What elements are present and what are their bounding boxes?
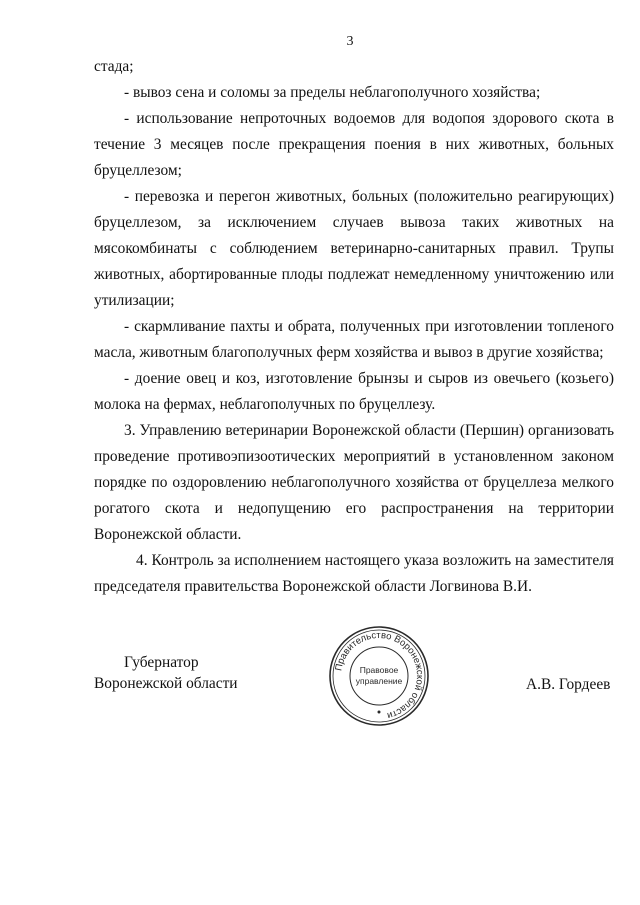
paragraph-item-milking: - доение овец и коз, изготовление брынзы и сыров из овечьего (козьего) молока на фермах, неблагополучных по бруцеллезу.: [94, 370, 614, 413]
stamp-ring-text: Правительство Воронежской области: [333, 629, 426, 722]
stamp-center-line1: Правовое: [359, 665, 399, 675]
signatory-name: А.В. Гордеев: [526, 676, 611, 693]
paragraph-section-4: 4. Контроль за исполнением настоящего указа возложить на заместителя председателя правительства Воронежской области Логвинова В.И.: [94, 552, 614, 595]
signatory-title: [94, 652, 238, 694]
signatory-title-line1: Губернатор: [124, 654, 199, 671]
paragraph-item-water-reservoirs: - использование непроточных водоемов для водопоя здорового скота в течение 3 месяцев после прекращения поения в них животных, больных бруцеллезом;: [94, 110, 614, 179]
paragraph-item-feeding: - скармливание пахты и обрата, полученных при изготовлении топленого масла, животным благополучных ферм хозяйства и вывоз в другие хозяйства;: [94, 318, 614, 361]
document-body: [94, 54, 614, 600]
official-stamp: [327, 624, 431, 728]
stamp-star-dot: [378, 711, 381, 714]
paragraph-item-hay-removal: - вывоз сена и соломы за пределы неблагополучного хозяйства;: [124, 84, 541, 101]
paragraph-continuation: стада;: [94, 58, 134, 75]
signatory-title-line2: Воронежской области: [94, 675, 238, 692]
stamp-center-line2: управление: [355, 676, 403, 686]
paragraph-section-3: 3. Управлению ветеринарии Воронежской области (Першин) организовать проведение противоэпизоотических мероприятий в установленном законом порядке по оздоровлению неблагополучного хозяйства от бруцеллеза мелкого рогатого скота и недопущению его распространения на территории Воронежской области.: [94, 422, 614, 543]
page-number: 3: [346, 34, 354, 49]
paragraph-item-animal-transport: - перевозка и перегон животных, больных (положительно реагирующих) бруцеллезом, за исключением случаев вывоза таких животных на мясокомбинаты с соблюдением ветеринарно-санитарных правил. Трупы животных, абортированные плоды подлежат немедленному уничтожению или утилизации;: [94, 188, 614, 309]
